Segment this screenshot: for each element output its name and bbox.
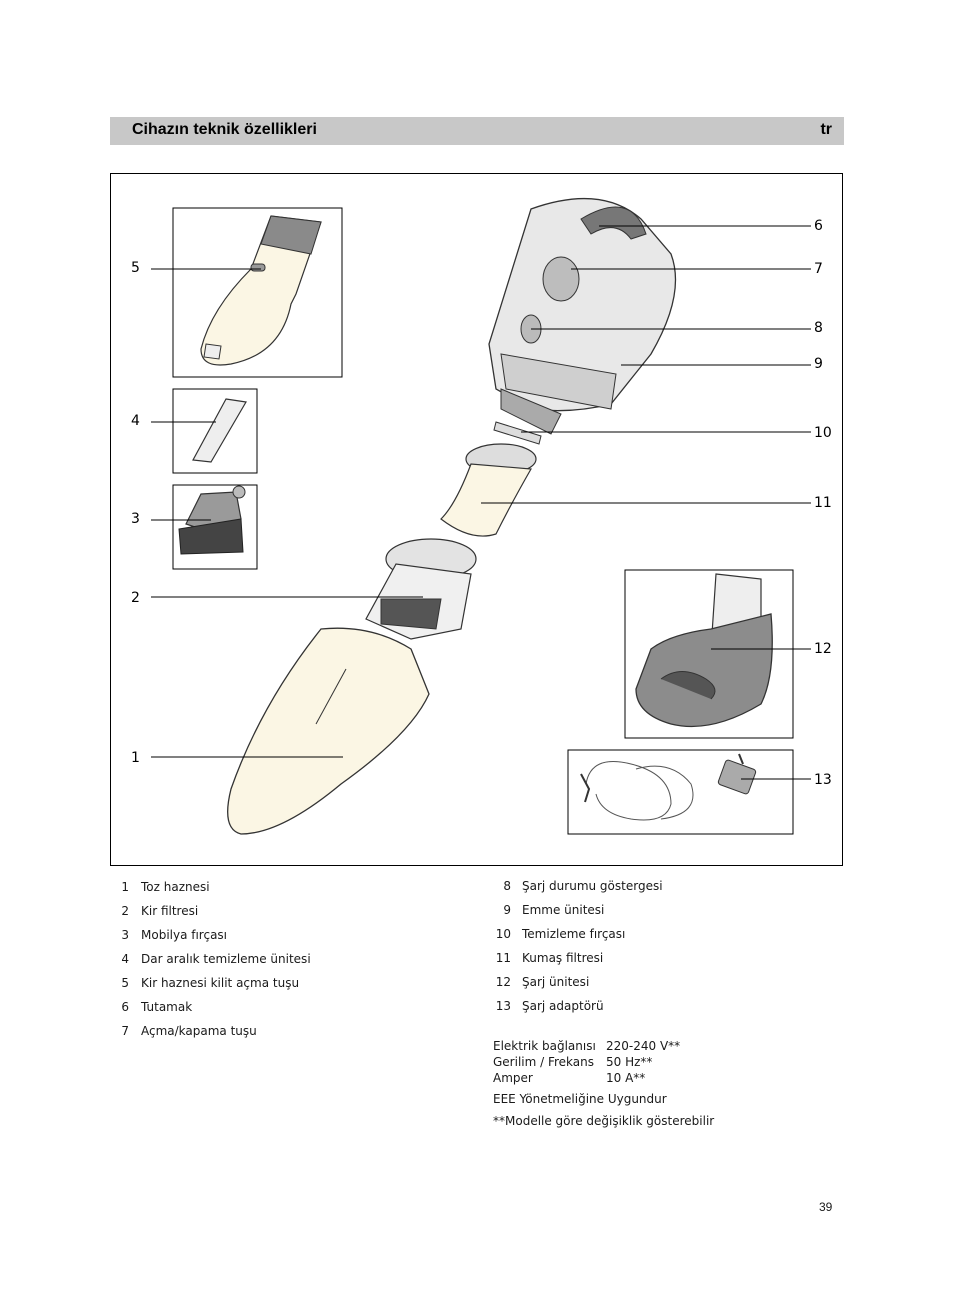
charging-station-illustration	[636, 574, 772, 727]
legend-number: 6	[121, 1000, 129, 1014]
model-variation-note: **Modelle göre değişiklik gösterebilir	[493, 1114, 715, 1128]
legend-left	[110, 879, 430, 1047]
crevice-tool-illustration	[193, 399, 246, 462]
callout-2: 2	[131, 590, 140, 606]
legend-number: 2	[121, 904, 129, 918]
callout-7: 7	[814, 261, 823, 277]
section-header	[110, 117, 844, 145]
exploded-view-drawing	[111, 174, 844, 867]
legend-item	[110, 903, 430, 927]
spec-value: 10 A**	[606, 1071, 646, 1085]
legend-item	[480, 998, 820, 1022]
section-title: Cihazın teknik özellikleri	[132, 121, 317, 138]
legend-item	[480, 974, 820, 998]
legend-item	[110, 975, 430, 999]
legend-item	[480, 950, 820, 974]
callout-6: 6	[814, 218, 823, 234]
legend-number: 7	[121, 1024, 129, 1038]
legend-text: Şarj ünitesi	[522, 975, 590, 989]
legend-text: Açma/kapama tuşu	[141, 1024, 257, 1038]
legend-item	[480, 902, 820, 926]
page-number: 39	[819, 1200, 833, 1214]
legend-item	[480, 878, 820, 902]
legend-text: Emme ünitesi	[522, 903, 605, 917]
callout-9: 9	[814, 356, 823, 372]
legend-right	[480, 878, 820, 1022]
legend-number: 11	[495, 951, 511, 965]
legend-text: Kir filtresi	[141, 904, 199, 918]
callout-3: 3	[131, 511, 140, 527]
legend-number: 3	[121, 928, 129, 942]
charging-adapter-illustration	[581, 754, 756, 820]
legend-number: 9	[503, 903, 511, 917]
spec-label: Amper	[493, 1071, 533, 1085]
legend-item	[110, 879, 430, 903]
legend-number: 5	[121, 976, 129, 990]
suction-unit-illustration	[489, 199, 676, 434]
callout-12: 12	[814, 641, 832, 657]
callout-13: 13	[814, 772, 832, 788]
callout-5: 5	[131, 260, 140, 276]
language-code: tr	[820, 121, 832, 138]
legend-text: Tutamak	[141, 1000, 193, 1014]
legend-item	[110, 927, 430, 951]
legend-number: 4	[121, 952, 129, 966]
inset-box-13	[568, 750, 793, 834]
legend-item	[480, 926, 820, 950]
spec-label: Elektrik bağlanısı	[493, 1039, 596, 1053]
callout-11: 11	[814, 495, 832, 511]
legend-number: 12	[495, 975, 511, 989]
legend-text: Şarj durumu göstergesi	[522, 879, 663, 893]
legend-number: 8	[503, 879, 511, 893]
spec-value: 220-240 V**	[606, 1039, 681, 1053]
legend-text: Mobilya fırçası	[141, 928, 228, 942]
spec-label: Gerilim / Frekans	[493, 1055, 595, 1069]
legend-text: Toz haznesi	[141, 880, 210, 894]
legend-text: Temizleme fırçası	[522, 927, 626, 941]
handheld-vacuum-small-illustration	[201, 216, 321, 365]
callout-8: 8	[814, 320, 823, 336]
callout-4: 4	[131, 413, 140, 429]
spec-value: 50 Hz**	[606, 1055, 653, 1069]
legend-text: Dar aralık temizleme ünitesi	[141, 952, 311, 966]
legend-text: Kir haznesi kilit açma tuşu	[141, 976, 300, 990]
eee-compliance-note: EEE Yönetmeliğine Uygundur	[493, 1092, 667, 1106]
legend-number: 13	[495, 999, 511, 1013]
legend-text: Kumaş filtresi	[522, 951, 604, 965]
legend-text: Şarj adaptörü	[522, 999, 604, 1013]
callout-10: 10	[814, 425, 832, 441]
legend-item	[110, 999, 430, 1023]
dirt-filter-illustration	[366, 539, 476, 639]
legend-item	[110, 951, 430, 975]
dust-container-illustration	[228, 628, 429, 834]
fabric-filter-illustration	[441, 444, 536, 536]
callout-1: 1	[131, 750, 140, 766]
legend-number: 10	[495, 927, 511, 941]
exploded-view-figure	[110, 173, 843, 866]
legend-item	[110, 1023, 430, 1047]
legend-number: 1	[121, 880, 129, 894]
